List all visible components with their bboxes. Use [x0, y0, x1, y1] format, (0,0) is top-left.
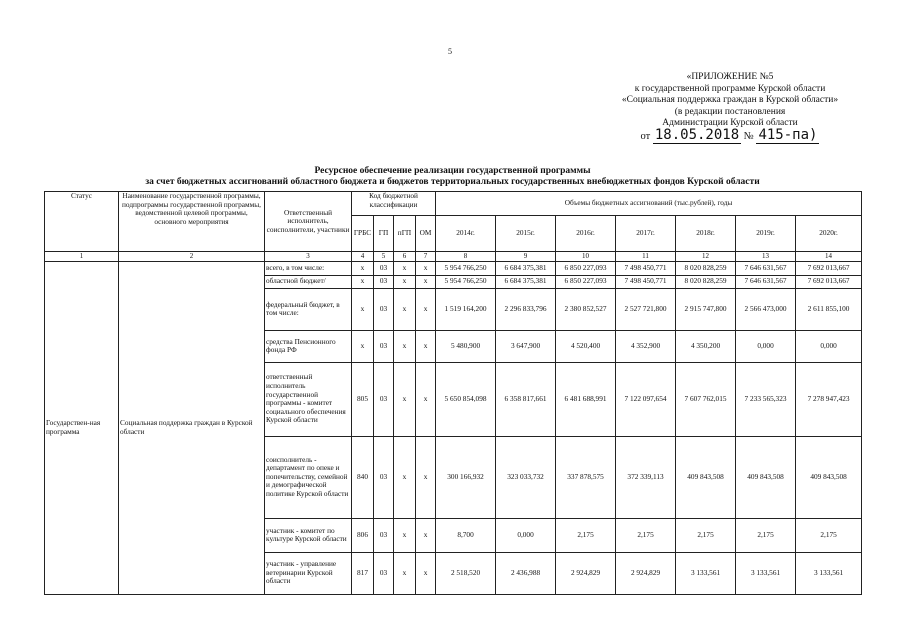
column-number: 12: [676, 252, 736, 262]
program-name-cell: Социальная поддержка граждан в Курской области: [119, 261, 265, 594]
header-volumes-group: Объемы бюджетных ассигнований (тыс.рублей), годы: [436, 192, 862, 216]
appendix-line-1: «ПРИЛОЖЕНИЕ №5: [686, 72, 774, 82]
value-cell: 8,700: [436, 518, 496, 552]
value-cell: 2 518,520: [436, 552, 496, 594]
value-cell: 3 133,561: [736, 552, 796, 594]
header-year-2020: 2020г.: [796, 216, 862, 252]
appendix-header: [590, 72, 870, 142]
value-cell: 4 520,400: [556, 330, 616, 362]
gp-cell: 03: [374, 436, 394, 518]
om-cell: х: [416, 552, 436, 594]
value-cell: 7 498 450,771: [616, 261, 676, 275]
value-cell: 337 878,575: [556, 436, 616, 518]
pgp-cell: х: [394, 362, 416, 436]
gp-cell: 03: [374, 275, 394, 288]
column-number: 8: [436, 252, 496, 262]
value-cell: 2 527 721,800: [616, 288, 676, 330]
date-prefix: от: [640, 130, 651, 142]
column-number-row: [45, 252, 862, 262]
value-cell: 1 519 164,200: [436, 288, 496, 330]
value-cell: 2,175: [556, 518, 616, 552]
value-cell: 6 481 688,991: [556, 362, 616, 436]
value-cell: 6 850 227,093: [556, 261, 616, 275]
column-number: 2: [119, 252, 265, 262]
value-cell: 2 436,988: [496, 552, 556, 594]
pgp-cell: х: [394, 275, 416, 288]
pgp-cell: х: [394, 288, 416, 330]
gp-cell: 03: [374, 288, 394, 330]
value-cell: 8 020 828,259: [676, 275, 736, 288]
page-number: 5: [448, 47, 452, 56]
value-cell: 4 350,200: [676, 330, 736, 362]
value-cell: 7 692 013,667: [796, 261, 862, 275]
value-cell: 2 915 747,800: [676, 288, 736, 330]
grbs-cell: 806: [352, 518, 374, 552]
om-cell: х: [416, 275, 436, 288]
value-cell: 7 692 013,667: [796, 275, 862, 288]
value-cell: 2 296 833,796: [496, 288, 556, 330]
value-cell: 7 233 565,323: [736, 362, 796, 436]
column-number: 7: [416, 252, 436, 262]
executor-cell: соисполнитель - департамент по опеке и попечительству, семейной и демографической политике Курской области: [265, 436, 352, 518]
value-cell: 2,175: [676, 518, 736, 552]
value-cell: 7 498 450,771: [616, 275, 676, 288]
number-prefix: №: [743, 130, 754, 142]
appendix-line-5: Администрации Курской области: [662, 118, 798, 128]
executor-cell: участник - управление ветеринарии Курской области: [265, 552, 352, 594]
column-number: 4: [352, 252, 374, 262]
appendix-line-2: к государственной программе Курской области: [634, 83, 826, 94]
document-title: [0, 166, 905, 188]
pgp-cell: х: [394, 261, 416, 275]
executor-cell: всего, в том числе:: [265, 261, 352, 275]
resolution-date: 18.05.2018: [654, 126, 740, 143]
header-year-2017: 2017г.: [616, 216, 676, 252]
value-cell: 5 480,900: [436, 330, 496, 362]
value-cell: 7 122 097,654: [616, 362, 676, 436]
pgp-cell: х: [394, 518, 416, 552]
gp-cell: 03: [374, 552, 394, 594]
executor-cell: средства Пенсионного фонда РФ: [265, 330, 352, 362]
value-cell: 372 339,113: [616, 436, 676, 518]
value-cell: 2,175: [616, 518, 676, 552]
header-code-group: Код бюджетной классификации: [352, 192, 436, 216]
value-cell: 2 924,829: [616, 552, 676, 594]
pgp-cell: х: [394, 552, 416, 594]
header-om: ОМ: [416, 216, 436, 252]
header-gp: ГП: [374, 216, 394, 252]
value-cell: 6 850 227,093: [556, 275, 616, 288]
title-line-1: Ресурсное обеспечение реализации государственной программы: [314, 166, 591, 176]
grbs-cell: 805: [352, 362, 374, 436]
value-cell: 5 954 766,250: [436, 275, 496, 288]
grbs-cell: 840: [352, 436, 374, 518]
resolution-date-number: [590, 126, 870, 143]
title-line-2: за счет бюджетных ассигнований областного бюджета и бюджетов территориальных государственных внебюджетных фондов Курской области: [145, 177, 760, 187]
grbs-cell: х: [352, 330, 374, 362]
om-cell: х: [416, 288, 436, 330]
value-cell: 2,175: [736, 518, 796, 552]
column-number: 10: [556, 252, 616, 262]
value-cell: 6 684 375,381: [496, 261, 556, 275]
status-cell: Государствен-ная программа: [45, 261, 119, 594]
header-executor: Ответственный исполнитель, соисполнители, участники: [265, 192, 352, 252]
pgp-cell: х: [394, 330, 416, 362]
pgp-cell: х: [394, 436, 416, 518]
value-cell: 2 566 473,000: [736, 288, 796, 330]
value-cell: 7 278 947,423: [796, 362, 862, 436]
column-number: 11: [616, 252, 676, 262]
gp-cell: 03: [374, 330, 394, 362]
om-cell: х: [416, 261, 436, 275]
gp-cell: 03: [374, 518, 394, 552]
value-cell: 7 646 631,567: [736, 275, 796, 288]
grbs-cell: х: [352, 288, 374, 330]
value-cell: 8 020 828,259: [676, 261, 736, 275]
value-cell: 6 358 817,661: [496, 362, 556, 436]
value-cell: 7 607 762,015: [676, 362, 736, 436]
column-number: 5: [374, 252, 394, 262]
value-cell: 2,175: [796, 518, 862, 552]
value-cell: 2 924,829: [556, 552, 616, 594]
header-year-2019: 2019г.: [736, 216, 796, 252]
grbs-cell: х: [352, 275, 374, 288]
executor-cell: ответственный исполнитель государственной программы - комитет социального обеспечения Курской области: [265, 362, 352, 436]
value-cell: 409 843,508: [736, 436, 796, 518]
value-cell: 0,000: [796, 330, 862, 362]
grbs-cell: х: [352, 261, 374, 275]
om-cell: х: [416, 436, 436, 518]
executor-cell: областной бюджет/: [265, 275, 352, 288]
value-cell: 3 647,900: [496, 330, 556, 362]
value-cell: 3 133,561: [676, 552, 736, 594]
column-number: 9: [496, 252, 556, 262]
grbs-cell: 817: [352, 552, 374, 594]
header-pgp: пГП: [394, 216, 416, 252]
value-cell: 2 611 855,100: [796, 288, 862, 330]
column-number: 1: [45, 252, 119, 262]
column-number: 3: [265, 252, 352, 262]
header-year-2018: 2018г.: [676, 216, 736, 252]
resource-table: [44, 191, 862, 595]
appendix-line-4: (в редакции постановления: [674, 106, 786, 117]
appendix-line-3: «Социальная поддержка граждан в Курской области»: [621, 95, 839, 105]
value-cell: 6 684 375,381: [496, 275, 556, 288]
om-cell: х: [416, 362, 436, 436]
header-name: Наименование государственной программы, подпрограммы государственной программы, ведомственной целевой программы, основного мероприятия: [119, 192, 265, 252]
table-row: [45, 261, 862, 275]
value-cell: 4 352,900: [616, 330, 676, 362]
header-year-2015: 2015г.: [496, 216, 556, 252]
header-year-2014: 2014г.: [436, 216, 496, 252]
executor-cell: участник - комитет по культуре Курской области: [265, 518, 352, 552]
value-cell: 323 033,732: [496, 436, 556, 518]
value-cell: 3 133,561: [796, 552, 862, 594]
value-cell: 5 954 766,250: [436, 261, 496, 275]
om-cell: х: [416, 518, 436, 552]
value-cell: 0,000: [736, 330, 796, 362]
column-number: 14: [796, 252, 862, 262]
header-status: Статус: [45, 192, 119, 252]
executor-cell: федеральный бюджет, в том числе:: [265, 288, 352, 330]
gp-cell: 03: [374, 261, 394, 275]
om-cell: х: [416, 330, 436, 362]
value-cell: 0,000: [496, 518, 556, 552]
gp-cell: 03: [374, 362, 394, 436]
value-cell: 2 380 852,527: [556, 288, 616, 330]
value-cell: 7 646 631,567: [736, 261, 796, 275]
resolution-number: 415-па): [758, 126, 818, 143]
column-number: 6: [394, 252, 416, 262]
value-cell: 300 166,932: [436, 436, 496, 518]
value-cell: 5 650 854,098: [436, 362, 496, 436]
header-year-2016: 2016г.: [556, 216, 616, 252]
header-grbs: ГРБС: [352, 216, 374, 252]
column-number: 13: [736, 252, 796, 262]
value-cell: 409 843,508: [676, 436, 736, 518]
value-cell: 409 843,508: [796, 436, 862, 518]
